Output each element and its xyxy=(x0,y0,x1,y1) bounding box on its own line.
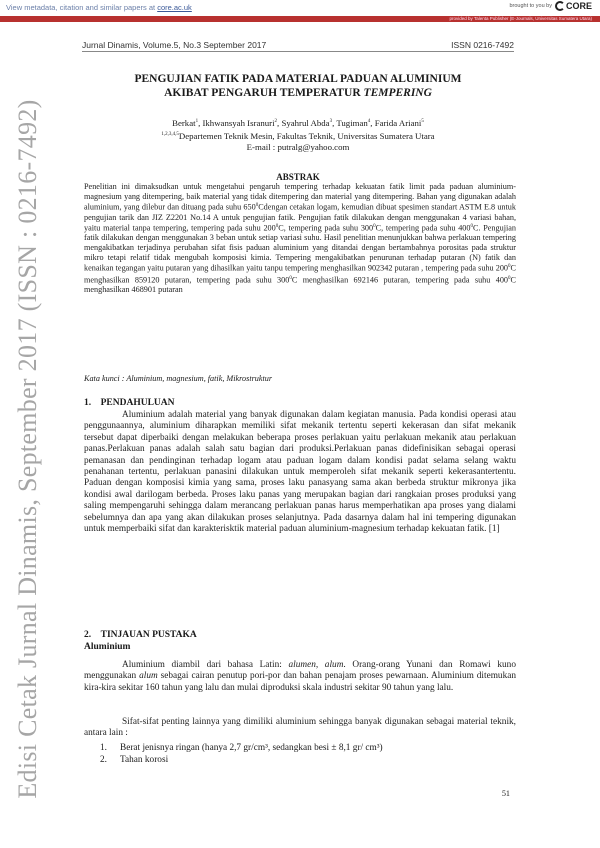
abstract-seg: Penelitian ini dimaksudkan untuk mengetahui pengaruh tempering terhadap kekuatan fatik limit pada paduan aluminium-magnesium yang ditempering, baik material yang tidak ditempering dan material yang ditempering. Bahan yang digunakan adalah aluminium, yang dilebur dan dituang pada suhu 650 xyxy=(84,182,516,212)
affiliation-text: Departemen Teknik Mesin, Fakultas Teknik, Universitas Sumatera Utara xyxy=(178,130,435,141)
brought-by-label: brought to you by xyxy=(509,3,552,9)
title-line-1: PENGUJIAN FATIK PADA MATERIAL PADUAN ALUMINIUM xyxy=(134,73,462,85)
core-logo-icon xyxy=(555,1,565,11)
author-name: Ikhwansyah Isranuri xyxy=(202,117,275,128)
p-seg: sebagai cairan penutup pori-por dan bahan penajam proses pewarnaan. Aluminium ditemukan kira-kira sekitar 160 tahun yang lalu dan mulai diproduksi skala industri sekitar 90 tahun yang lalu. xyxy=(84,671,516,693)
author-sup: 4 xyxy=(367,119,371,124)
author-sup: 1 xyxy=(195,119,199,124)
author-name: Tugiman xyxy=(336,117,368,128)
author-block xyxy=(82,116,514,153)
abstract-seg: C, tempering pada suhu 300 xyxy=(278,223,374,233)
core-metadata-link[interactable] xyxy=(6,3,192,12)
affiliation-sup: 1,2,3,4,5 xyxy=(161,131,179,137)
abstract-seg: C, tempering pada suhu 400 xyxy=(375,223,471,233)
author-name: Berkat xyxy=(172,117,196,128)
degree-sup: 0 xyxy=(508,275,511,281)
p-seg: Aluminium diambil dari bahasa Latin: xyxy=(122,660,289,670)
affiliation xyxy=(82,129,514,142)
list-text: Tahan korosi xyxy=(120,755,169,765)
list-item xyxy=(100,742,520,754)
author-sup: 2 xyxy=(274,119,278,124)
p-seg: . Orang-orang Yunani dan Romawi kuno menggunakan xyxy=(84,660,516,682)
author-name: Farida Ariani xyxy=(374,117,422,128)
author-list: Berkat$^1$, Ikhwansyah Isranuri$^2$, Syahrul Abda$^3$, Tugiman$^4$, Farida Ariani$^5$ xyxy=(172,117,424,128)
core-link-prefix: View metadata, citation and similar papers at xyxy=(6,3,158,12)
degree-sup: 0 xyxy=(508,264,511,270)
list-item xyxy=(100,754,520,766)
core-brand-name: CORE xyxy=(565,1,592,11)
degree-sup: 0 xyxy=(255,203,259,209)
p-seg-italic: alumen, alum xyxy=(288,660,344,670)
section-1-heading: 1. PENDAHULUAN xyxy=(84,398,175,408)
p-seg-italic: alum xyxy=(139,671,158,682)
section-2-subheading: Aluminium xyxy=(84,642,131,652)
edition-watermark: Edisi Cetak Jurnal Dinamis, September 2017 (ISSN : 0216-7492) xyxy=(13,99,42,799)
abstract-text xyxy=(84,182,516,294)
title-line-2 xyxy=(82,86,514,100)
provider-bar xyxy=(0,16,600,22)
journal-name: Jurnal Dinamis, Volume.5, No.3 September 2017 xyxy=(82,40,267,50)
section-2-text: Sifat-sifat penting lainnya yang dimiliki aluminium sehingga banyak digunakan sebagai material teknik, antara lain : xyxy=(84,717,516,739)
provider-text: provided by Talenta Publisher (E-Journals, Universitas Sumatera Utara) xyxy=(449,16,592,21)
running-head xyxy=(82,40,514,52)
section-2-paragraph-1 xyxy=(84,660,516,694)
title-line-2-italic: TEMPERING xyxy=(363,87,432,99)
list-number: 2. xyxy=(100,755,107,765)
section-2-heading: 2. TINJAUAN PUSTAKA xyxy=(84,630,197,640)
degree-sup: 0 xyxy=(289,275,292,281)
author-sup: 5 xyxy=(421,119,424,124)
page-number: 51 xyxy=(501,789,510,798)
author-email: E-mail : putralg@yahoo.com xyxy=(246,141,350,152)
section-1-text: Aluminium adalah material yang banyak digunakan dalam kegiatan manusia. Pada kondisi operasi atau penggunaannya, aluminium diharapkan memiliki sifat mekanik tertentu seperti kekerasan dan sifat mekanik tersebut dapat diperbaiki dengan melakukan beberapa proses perlakuan yaitu perlakuan mekanik atau perlakuan panas.Perlakuan panas adalah salah satu bagian dari produksi.Perlakuan panas didefinisikan sebagai operasi pemanasan dan pendinginan terhadap logam atau paduan logam dalam kondisi padat selama selang waktu penahanan tertentu, perlakuan panasini dilakukan untuk memperoleh sifat mekanik seperti kekerasantertentu. Paduan dengan komposisi kimia yang sama, proses laku panasyang sama akan berbeda struktur mikronya jika kondisi awal darilogam berbeda. Proses laku panas yang merupakan bagian dari rangkaian proses produksi yang saling mempengaruhi sehingga dalam merancang perlakuan panas harus memperhatikan apa proses yang dialami sebelumnya dan apa yang akan dilakukan proses selanjutnya. Pada dasarnya dalam hal ini tempering digunakan untuk memperbaiki sifat dan karakterisktik material paduan aluminium-magnesium terhadap kekuatan fatik. [1] xyxy=(84,410,516,535)
abstract-seg: Cdengan cetakan logam, kemudian dibuat spesimen standart ASTM E.8 untuk pengujian tarik dan JIZ Z2201 No.14 A untuk pengujian fatik. Pengujian fatik dilakukan dengan menggunakan 4 variasi bahan, yaitu material tanpa tempering, tempering pada suhu 200 xyxy=(84,202,516,233)
degree-sup: 0 xyxy=(373,224,376,230)
core-brand[interactable] xyxy=(509,1,592,11)
degree-sup: 0 xyxy=(275,224,279,230)
section-2-paragraph-2 xyxy=(84,717,516,740)
list-text: Berat jenisnya ringan (hanya 2,7 gr/cm³, sedangkan besi ± 8,1 gr/ cm³) xyxy=(120,743,383,753)
property-list xyxy=(100,742,520,766)
abstract-heading: ABSTRAK xyxy=(276,172,320,182)
author-sup: 3 xyxy=(329,119,333,124)
degree-sup: 0 xyxy=(470,224,473,230)
author-name: Syahrul Abda xyxy=(281,117,330,128)
issn-label: ISSN 0216-7492 xyxy=(451,40,514,50)
title-line-2-plain: AKIBAT PENGARUH TEMPERATUR xyxy=(164,87,364,99)
abstract-seg: C. Pengujian fatik dilakukan dengan menggunakan 3 beban untuk setiap variasi suhu. Hasil penelitian menunjukkan bahwa perlakuan tempering mengakibatkan terjadinya perubahan sifat fisis paduan aluminium yang ditandai dengan bertambahnya porositas pada struktur mikro tetapi relatif tidak mengubah komposisi kimia. Tempering mengakibatkan penurunan terhadap putaran (N) fatik dan kenaikan tegangan yaitu putaran yang dihasilkan yaitu tanpu tempering menghasilkan 902342 putaran , tempering pada suhu 200 xyxy=(84,223,516,273)
core-link-site[interactable]: core.ac.uk xyxy=(157,3,192,12)
core-banner xyxy=(0,0,600,16)
list-number: 1. xyxy=(100,743,107,753)
keywords: Kata kunci : Aluminium, magnesium, fatik, Mikrostruktur xyxy=(84,374,273,383)
paper-title xyxy=(82,72,514,100)
abstract-seg: C menghasilkan 692146 putaran, tempering pada suhu 400 xyxy=(291,275,509,285)
abstract-seg: C menghasilkan 468901 putaran xyxy=(84,275,516,294)
section-1-paragraph xyxy=(84,410,516,535)
abstract-seg: C menghasilkan 859120 putaran, tempering pada suhu 300 xyxy=(84,263,516,285)
